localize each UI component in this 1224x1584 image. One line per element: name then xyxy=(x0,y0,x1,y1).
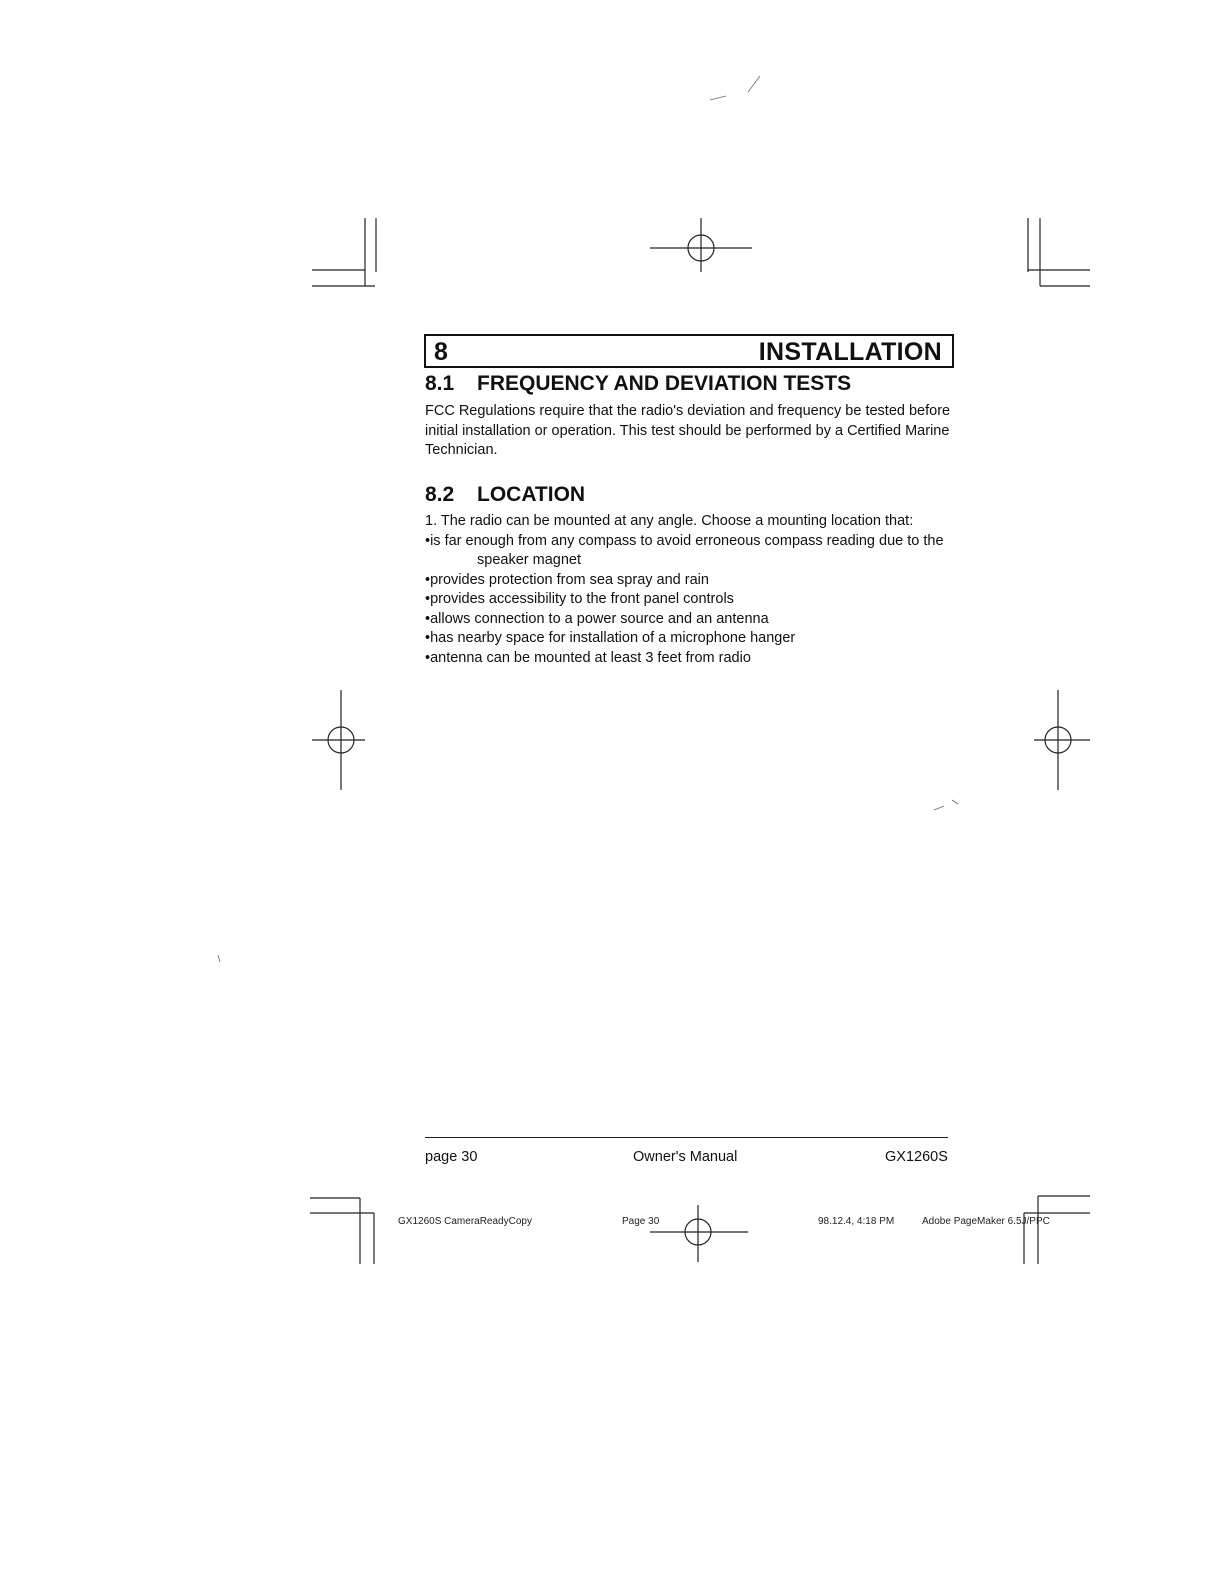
section-number: 8.1 xyxy=(425,372,455,395)
list-item: •allows connection to a power source and an antenna xyxy=(425,610,769,627)
list-item: •provides accessibility to the front panel controls xyxy=(425,591,734,607)
list-item: •is far enough from any compass to avoid erroneous compass reading due to the speaker magnet xyxy=(425,532,944,568)
footer-rule xyxy=(425,1137,948,1138)
list-item: •antenna can be mounted at least 3 feet from radio xyxy=(425,649,751,666)
chapter-header xyxy=(424,334,954,368)
scan-speck xyxy=(934,800,958,810)
chapter-title: INSTALLATION xyxy=(758,338,942,366)
section-heading-8-1 xyxy=(425,372,851,396)
slug-application: Adobe PageMaker 6.5J/PPC xyxy=(922,1216,1050,1227)
section-title: FREQUENCY AND DEVIATION TESTS xyxy=(477,372,852,395)
section-heading-8-2 xyxy=(425,483,585,507)
footer-page-number: page 30 xyxy=(425,1149,478,1165)
list-item: •provides protection from sea spray and rain xyxy=(425,571,709,588)
section-number: 8.2 xyxy=(425,483,455,506)
slug-page: Page 30 xyxy=(622,1216,660,1227)
slug-datetime: 98.12.4, 4:18 PM xyxy=(818,1216,895,1227)
location-list xyxy=(425,512,965,668)
slug-file-name: GX1260S CameraReadyCopy xyxy=(398,1216,532,1227)
footer-manual-title: Owner's Manual xyxy=(633,1149,738,1165)
section-8-1-paragraph: FCC Regulations require that the radio's deviation and frequency be tested before initial installation or operation. This test should be performed by a Certified Marine Technician. xyxy=(425,403,951,458)
list-item: •has nearby space for installation of a microphone hanger xyxy=(425,630,796,646)
footer-model: GX1260S xyxy=(885,1149,948,1165)
section-title: LOCATION xyxy=(477,483,586,506)
scan-speck xyxy=(218,955,220,962)
chapter-number: 8 xyxy=(434,338,448,366)
list-item: 1. The radio can be mounted at any angle. Choose a mounting location that: xyxy=(425,513,914,529)
scan-speck xyxy=(710,96,726,100)
scan-speck xyxy=(748,76,760,92)
